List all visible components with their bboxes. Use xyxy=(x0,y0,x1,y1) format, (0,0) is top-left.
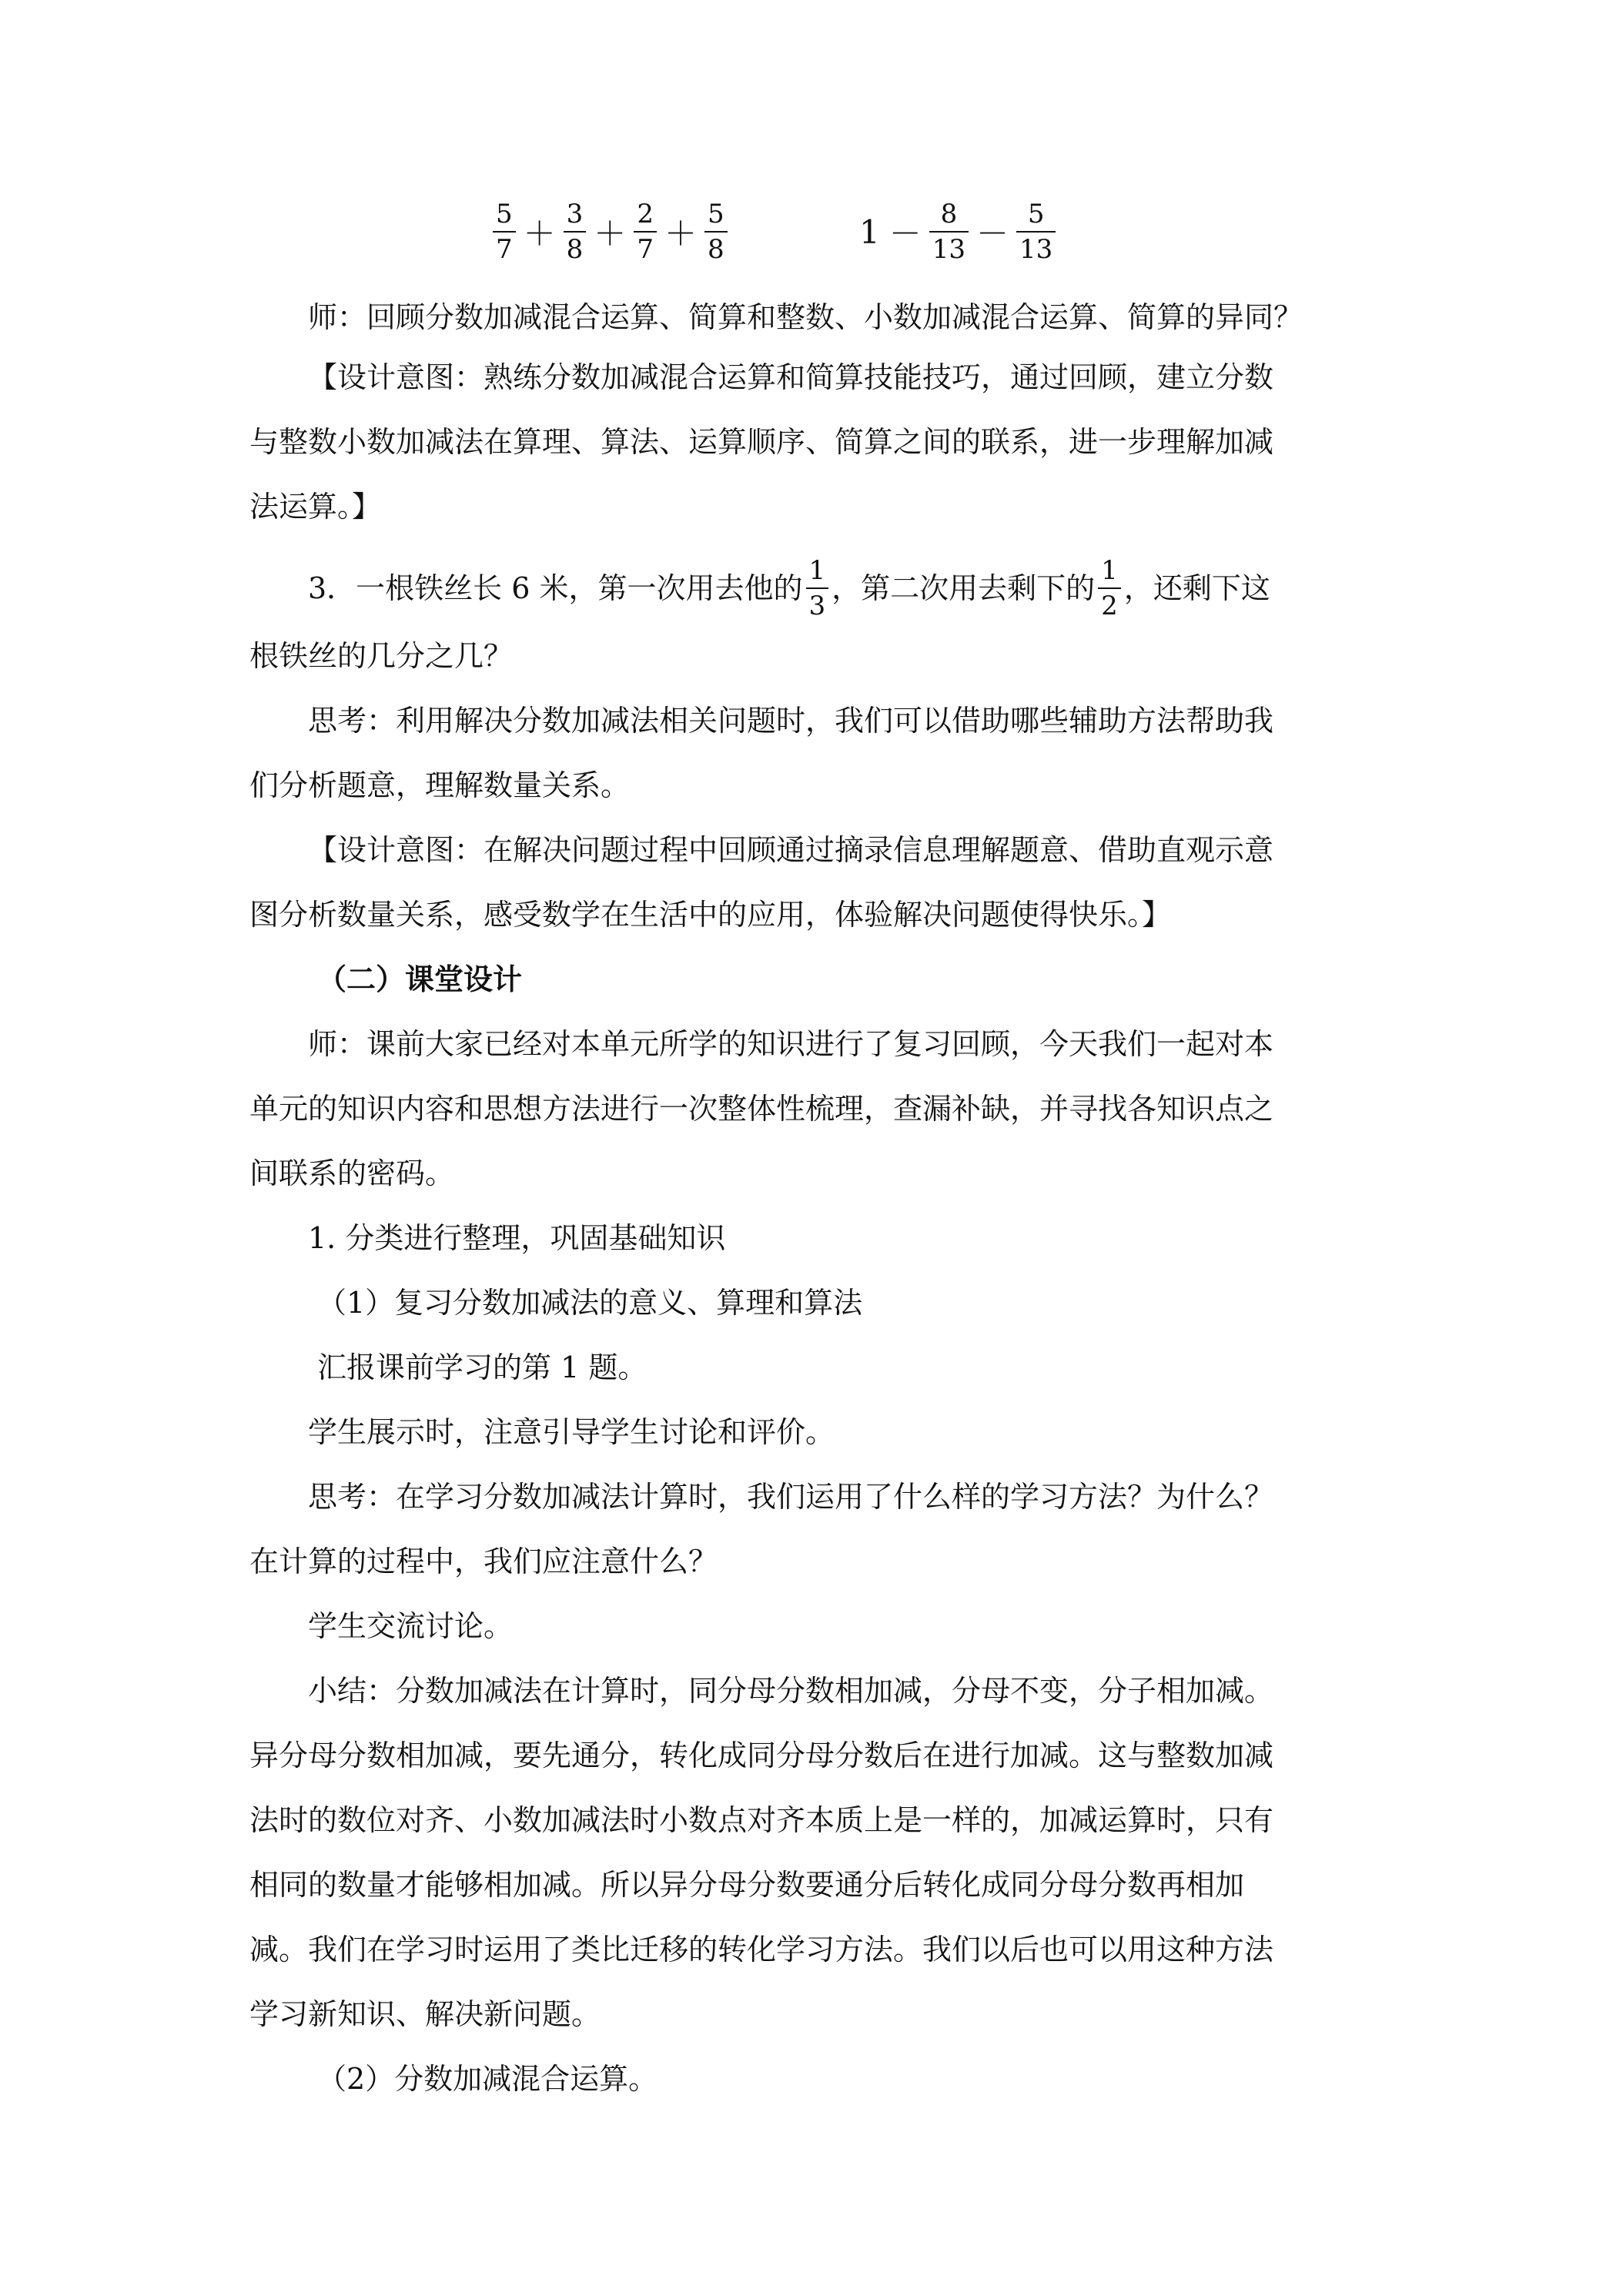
paragraph-line: 师：回顾分数加减混合运算、简算和整数、小数加减混合运算、简算的异同？ xyxy=(308,300,1303,334)
fraction: $\frac{1}{3}$ xyxy=(806,555,829,621)
expression-subtraction xyxy=(859,199,1059,265)
fraction: $\frac{5}{13}$ xyxy=(1016,199,1056,265)
paragraph-line: 法运算。】 xyxy=(249,490,382,524)
paragraph-line: 相同的数量才能够相加减。所以异分母分数要通分后转化成同分母分数再相加 xyxy=(249,1868,1245,1902)
fraction: $\frac{5}{8}$ xyxy=(704,199,728,265)
paragraph-line: 与整数小数加减法在算理、算法、运算顺序、简算之间的联系，进一步理解加减 xyxy=(249,425,1274,459)
expression-sum-of-fractions xyxy=(490,199,731,265)
paragraph-line: 们分析题意，理解数量关系。 xyxy=(249,768,631,802)
paragraph-line: 思考：在学习分数加减法计算时，我们运用了什么样的学习方法？为什么？ xyxy=(308,1480,1274,1514)
paragraph-line: 小结：分数加减法在计算时，同分母分数相加减，分母不变，分子相加减。 xyxy=(308,1674,1274,1708)
plus-operator: ＋ xyxy=(523,215,556,253)
paragraph-line: 法时的数位对齐、小数加减法时小数点对齐本质上是一样的，加减运算时，只有 xyxy=(249,1803,1274,1837)
expression-lead-number: 1 xyxy=(859,213,880,251)
fraction: $\frac{2}{7}$ xyxy=(634,199,657,265)
paragraph-line: 在计算的过程中，我们应注意什么？ xyxy=(249,1545,718,1578)
paragraph-line: 思考：利用解决分数加减法相关问题时，我们可以借助哪些辅助方法帮助我 xyxy=(308,704,1274,738)
paragraph-line: 1. 分类进行整理，巩固基础知识 xyxy=(308,1221,726,1255)
paragraph-line: 学习新知识、解决新问题。 xyxy=(249,1997,601,2031)
paragraph-line: 师：课前大家已经对本单元所学的知识进行了复习回顾，今天我们一起对本 xyxy=(308,1027,1274,1061)
minus-operator: － xyxy=(888,215,922,253)
paragraph-line: 学生展示时，注意引导学生讨论和评价。 xyxy=(308,1415,835,1449)
paragraph-line: 根铁丝的几分之几？ xyxy=(249,639,514,673)
question-text: 3．一根铁丝长 6 米，第一次用去他的 xyxy=(308,571,803,605)
paragraph-line: 间联系的密码。 xyxy=(249,1156,455,1190)
paragraph-line: 异分母分数相加减，要先通分，转化成同分母分数后在进行加减。这与整数加减 xyxy=(249,1739,1274,1772)
paragraph-line: 【设计意图：在解决问题过程中回顾通过摘录信息理解题意、借助直观示意 xyxy=(308,833,1274,867)
paragraph-line: 汇报课前学习的第 1 题。 xyxy=(317,1350,648,1384)
question-text: ，还剩下这 xyxy=(1123,571,1270,605)
minus-operator: － xyxy=(976,215,1009,253)
section-heading: （二）课堂设计 xyxy=(317,962,523,996)
paragraph-line: 单元的知识内容和思想方法进行一次整体性梳理，查漏补缺，并寻找各知识点之 xyxy=(249,1092,1274,1126)
paragraph-line: （1）复习分数加减法的意义、算理和算法 xyxy=(317,1286,863,1320)
paragraph-line: 【设计意图：熟练分数加减混合运算和简算技能技巧，通过回顾，建立分数 xyxy=(308,360,1274,394)
fraction: $\frac{1}{2}$ xyxy=(1098,555,1121,621)
paragraph-line: 减。我们在学习时运用了类比迁移的转化学习方法。我们以后也可以用这种方法 xyxy=(249,1933,1274,1966)
question-text: ，第二次用去剩下的 xyxy=(832,571,1096,605)
fraction: $\frac{8}{13}$ xyxy=(929,199,969,265)
plus-operator: ＋ xyxy=(664,215,697,253)
question-3-line xyxy=(308,557,1447,619)
fraction: $\frac{3}{8}$ xyxy=(564,199,587,265)
plus-operator: ＋ xyxy=(594,215,627,253)
paragraph-line: （2）分数加减混合运算。 xyxy=(317,2062,658,2096)
paragraph-line: 图分析数量关系，感受数学在生活中的应用，体验解决问题使得快乐。】 xyxy=(249,898,1172,932)
fraction: $\frac{5}{7}$ xyxy=(493,199,516,265)
paragraph-line: 学生交流讨论。 xyxy=(308,1609,514,1643)
